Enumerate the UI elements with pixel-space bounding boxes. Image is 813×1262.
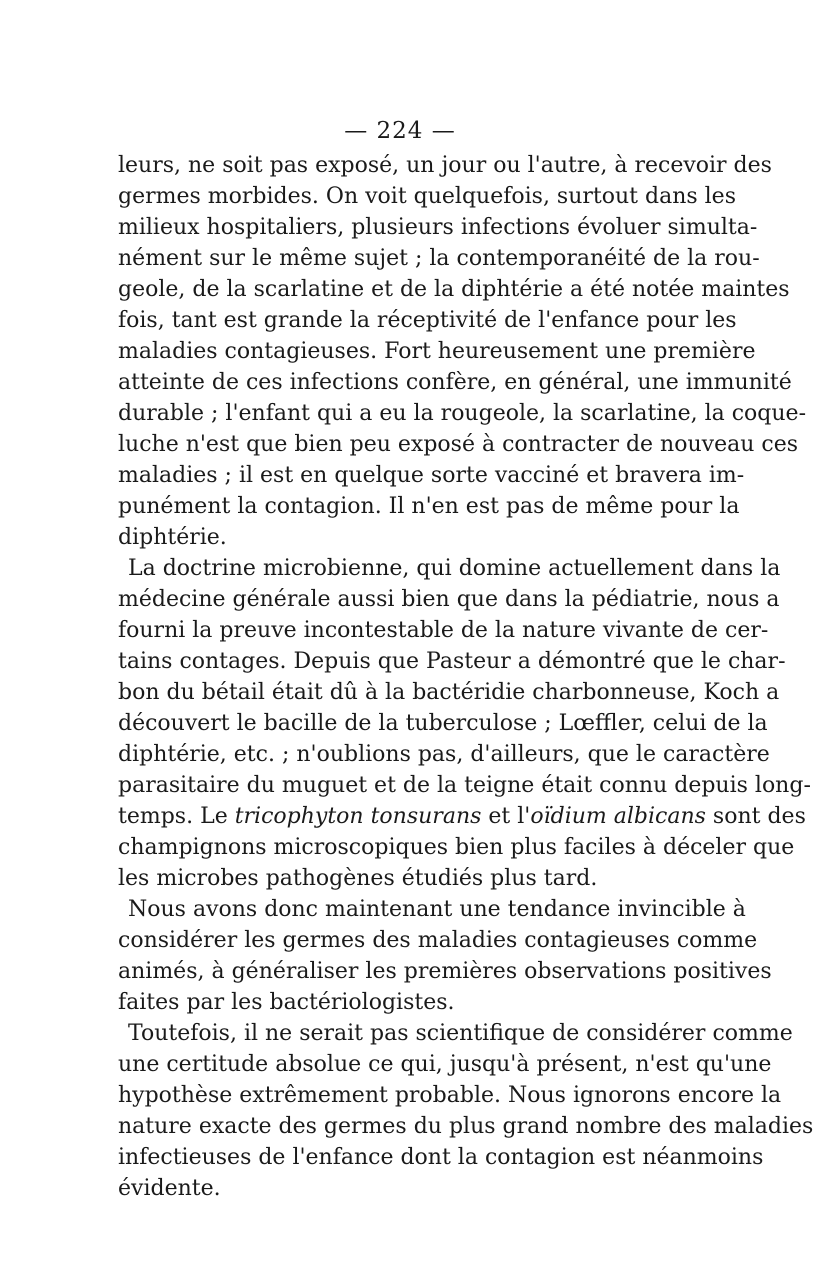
- text-line: évidente.: [118, 1176, 221, 1201]
- text-line: luche n'est que bien peu exposé à contracter de nouveau ces: [118, 432, 799, 457]
- text-line: geole, de la scarlatine et de la diphtérie a été notée maintes: [118, 277, 790, 302]
- text-line: médecine générale aussi bien que dans la pédiatrie, nous a: [118, 587, 780, 612]
- text-line: La doctrine microbienne, qui domine actuellement dans la: [128, 556, 781, 581]
- paragraph-4: [118, 1018, 813, 1204]
- paragraph-2: [118, 553, 811, 894]
- text-line: maladies ; il est en quelque sorte vacciné et bravera im-: [118, 463, 745, 488]
- text-line: Nous avons donc maintenant une tendance invincible à: [128, 897, 746, 922]
- italic-term: tricophyton tonsurans: [234, 804, 482, 829]
- text-line: nément sur le même sujet ; la contemporanéité de la rou-: [118, 246, 760, 271]
- text-line: infectieuses de l'enfance dont la contagion est néanmoins: [118, 1145, 764, 1170]
- text-line: milieux hospitaliers, plusieurs infections évoluer simulta-: [118, 215, 758, 240]
- paragraph-3: [118, 894, 772, 1018]
- text-line: fourni la preuve incontestable de la nature vivante de cer-: [118, 618, 769, 643]
- text-line: considérer les germes des maladies contagieuses comme: [118, 928, 758, 953]
- text-line: diphtérie.: [118, 525, 227, 550]
- text-line-with-italics: [118, 801, 806, 832]
- text-line: maladies contagieuses. Fort heureusement une première: [118, 339, 756, 364]
- text-line: atteinte de ces infections confère, en général, une immunité: [118, 370, 792, 395]
- text-line: hypothèse extrêmement probable. Nous ignorons encore la: [118, 1083, 782, 1108]
- text-line: bon du bétail était dû à la bactéridie charbonneuse, Koch a: [118, 680, 780, 705]
- page-number: — 224 —: [344, 118, 456, 144]
- text-line: punément la contagion. Il n'en est pas de même pour la: [118, 494, 740, 519]
- text-line: les microbes pathogènes étudiés plus tard.: [118, 866, 598, 891]
- text-run: sont des: [705, 804, 806, 829]
- text-line: nature exacte des germes du plus grand nombre des maladies: [118, 1114, 813, 1139]
- text-line: une certitude absolue ce qui, jusqu'à présent, n'est qu'une: [118, 1052, 772, 1077]
- text-line: leurs, ne soit pas exposé, un jour ou l'autre, à recevoir des: [118, 153, 772, 178]
- text-line: animés, à généraliser les premières observations positives: [118, 959, 772, 984]
- body-text: [118, 150, 813, 1204]
- text-line: faites par les bactériologistes.: [118, 990, 455, 1015]
- text-line: parasitaire du muguet et de la teigne était connu depuis long-: [118, 773, 811, 798]
- italic-term: oïdium albicans: [530, 804, 706, 829]
- text-line: diphtérie, etc. ; n'oublions pas, d'ailleurs, que le caractère: [118, 742, 770, 767]
- text-run: temps. Le: [118, 804, 235, 829]
- text-line: germes morbides. On voit quelquefois, surtout dans les: [118, 184, 736, 209]
- text-line: durable ; l'enfant qui a eu la rougeole, la scarlatine, la coque-: [118, 401, 807, 426]
- text-line: fois, tant est grande la réceptivité de l'enfance pour les: [118, 308, 737, 333]
- text-run: et l': [481, 804, 531, 829]
- text-line: champignons microscopiques bien plus faciles à déceler que: [118, 835, 795, 860]
- text-line: Toutefois, il ne serait pas scientifique de considérer comme: [128, 1021, 793, 1046]
- text-line: découvert le bacille de la tuberculose ; Lœffler, celui de la: [118, 711, 768, 736]
- text-line: tains contages. Depuis que Pasteur a démontré que le char-: [118, 649, 786, 674]
- paragraph-1: [118, 150, 807, 553]
